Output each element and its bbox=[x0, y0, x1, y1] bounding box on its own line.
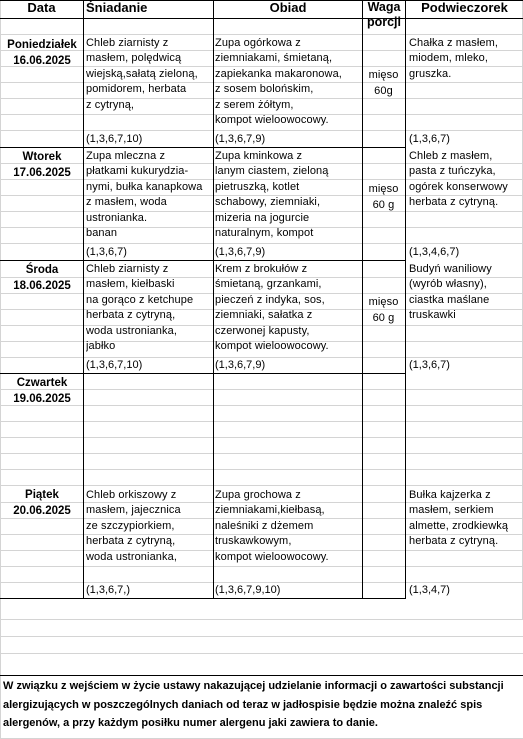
snack-allergens-monday: (1,3,6,7) bbox=[409, 133, 450, 145]
header-snack: Podwieczorek bbox=[421, 0, 508, 15]
breakfast-allergens-tuesday: (1,3,6,7) bbox=[86, 246, 127, 258]
day-date-thursday: 19.06.2025 bbox=[13, 393, 71, 405]
day-date-friday: 20.06.2025 bbox=[13, 505, 71, 517]
day-name-tuesday: Wtorek bbox=[22, 151, 62, 163]
day-name-wednesday: Środa bbox=[25, 264, 59, 276]
weight-tuesday: mięso 60 g bbox=[368, 183, 399, 211]
weight-monday: mięso 60g bbox=[368, 69, 399, 97]
day-date-monday: 16.06.2025 bbox=[13, 55, 71, 67]
day-name-thursday: Czwartek bbox=[16, 377, 68, 389]
breakfast-allergens-wednesday: (1,3,6,7,10) bbox=[86, 359, 143, 371]
day-date-wednesday: 18.06.2025 bbox=[13, 280, 71, 292]
lunch-allergens-tuesday: (1,3,6,7,9) bbox=[215, 246, 266, 258]
snack-allergens-friday: (1,3,4,7) bbox=[409, 584, 450, 596]
snack-monday: Chałka z masłem, miodem, mleko, gruszka. bbox=[409, 37, 499, 80]
day-name-monday: Poniedziałek bbox=[7, 39, 77, 51]
allergen-info-note: W związku z wejściem w życie ustawy nakazującej udzielanie informacji o zawartości substancji alergizujących w poszczególnych daniach od teraz w jadłospisie będzie można znaleźć spis alergenów, a przy każdym posiłku numer alergenu jaki zawiera to danie. bbox=[3, 680, 504, 729]
snack-allergens-wednesday: (1,3,6,7) bbox=[409, 359, 450, 371]
day-date-tuesday: 17.06.2025 bbox=[13, 167, 71, 179]
lunch-allergens-friday: (1,3,6,7,9,10) bbox=[215, 584, 281, 596]
header-weight: Waga porcji bbox=[366, 0, 402, 29]
snack-wednesday: Budyń waniliowy (wyrób własny), ciastka maślane truskawki bbox=[409, 263, 492, 322]
day-name-friday: Piątek bbox=[25, 489, 59, 501]
lunch-tuesday: Zupa kminkowa z lanym ciastem, zieloną pietruszką, kotlet schabowy, ziemniaki, mizeria na jogurcie naturalnym, kompot bbox=[215, 150, 329, 240]
snack-allergens-tuesday: (1,3,4,6,7) bbox=[409, 246, 460, 258]
lunch-allergens-wednesday: (1,3,6,7,9) bbox=[215, 359, 266, 371]
header-date: Data bbox=[27, 0, 56, 15]
snack-friday: Bułka kajzerka z masłem, serkiem almette, zrodkiewką herbata z cytryną. bbox=[409, 489, 509, 548]
breakfast-allergens-monday: (1,3,6,7,10) bbox=[86, 133, 143, 145]
breakfast-friday: Chleb orkiszowy z masłem, jajecznica ze szczypiorkiem, herbata z cytryną, woda ustronianka, bbox=[86, 489, 181, 563]
breakfast-monday: Chleb ziarnisty z masłem, polędwicą wiejską,sałatą zieloną, pomidorem, herbata z cytryną, bbox=[86, 37, 198, 111]
breakfast-allergens-friday: (1,3,6,7,) bbox=[86, 584, 131, 596]
header-breakfast: Śniadanie bbox=[86, 0, 148, 15]
breakfast-wednesday: Chleb ziarnisty z masłem, kiełbaski na gorąco z ketchupe herbata z cytryną, woda ustronianka, jabłko bbox=[86, 263, 194, 353]
lunch-monday: Zupa ogórkowa z ziemniakami, śmietaną, zapiekanka makaronowa, z sosem bolońskim, z serem żółtym, kompot wieloowocowy. bbox=[215, 37, 342, 127]
lunch-allergens-monday: (1,3,6,7,9) bbox=[215, 133, 266, 145]
lunch-wednesday: Krem z brokułów z śmietaną, grzankami, pieczeń z indyka, sos, ziemniaki, sałatka z czerwonej kapusty, kompot wieloowocowy. bbox=[215, 263, 329, 353]
header-lunch: Obiad bbox=[269, 0, 307, 15]
weight-wednesday: mięso 60 g bbox=[368, 296, 399, 324]
lunch-friday: Zupa grochowa z ziemniakami,kiełbasą, naleśniki z dżemem truskawkowym, kompot wieloowocowy. bbox=[215, 489, 329, 563]
breakfast-tuesday: Zupa mleczna z płatkami kukurydzia- nymi, bułka kanapkowa z masłem, woda ustronianka. banan bbox=[86, 150, 203, 240]
snack-tuesday: Chleb z masłem, pasta z tuńczyka, ogórek konserwowy herbata z cytryną. bbox=[409, 150, 508, 209]
